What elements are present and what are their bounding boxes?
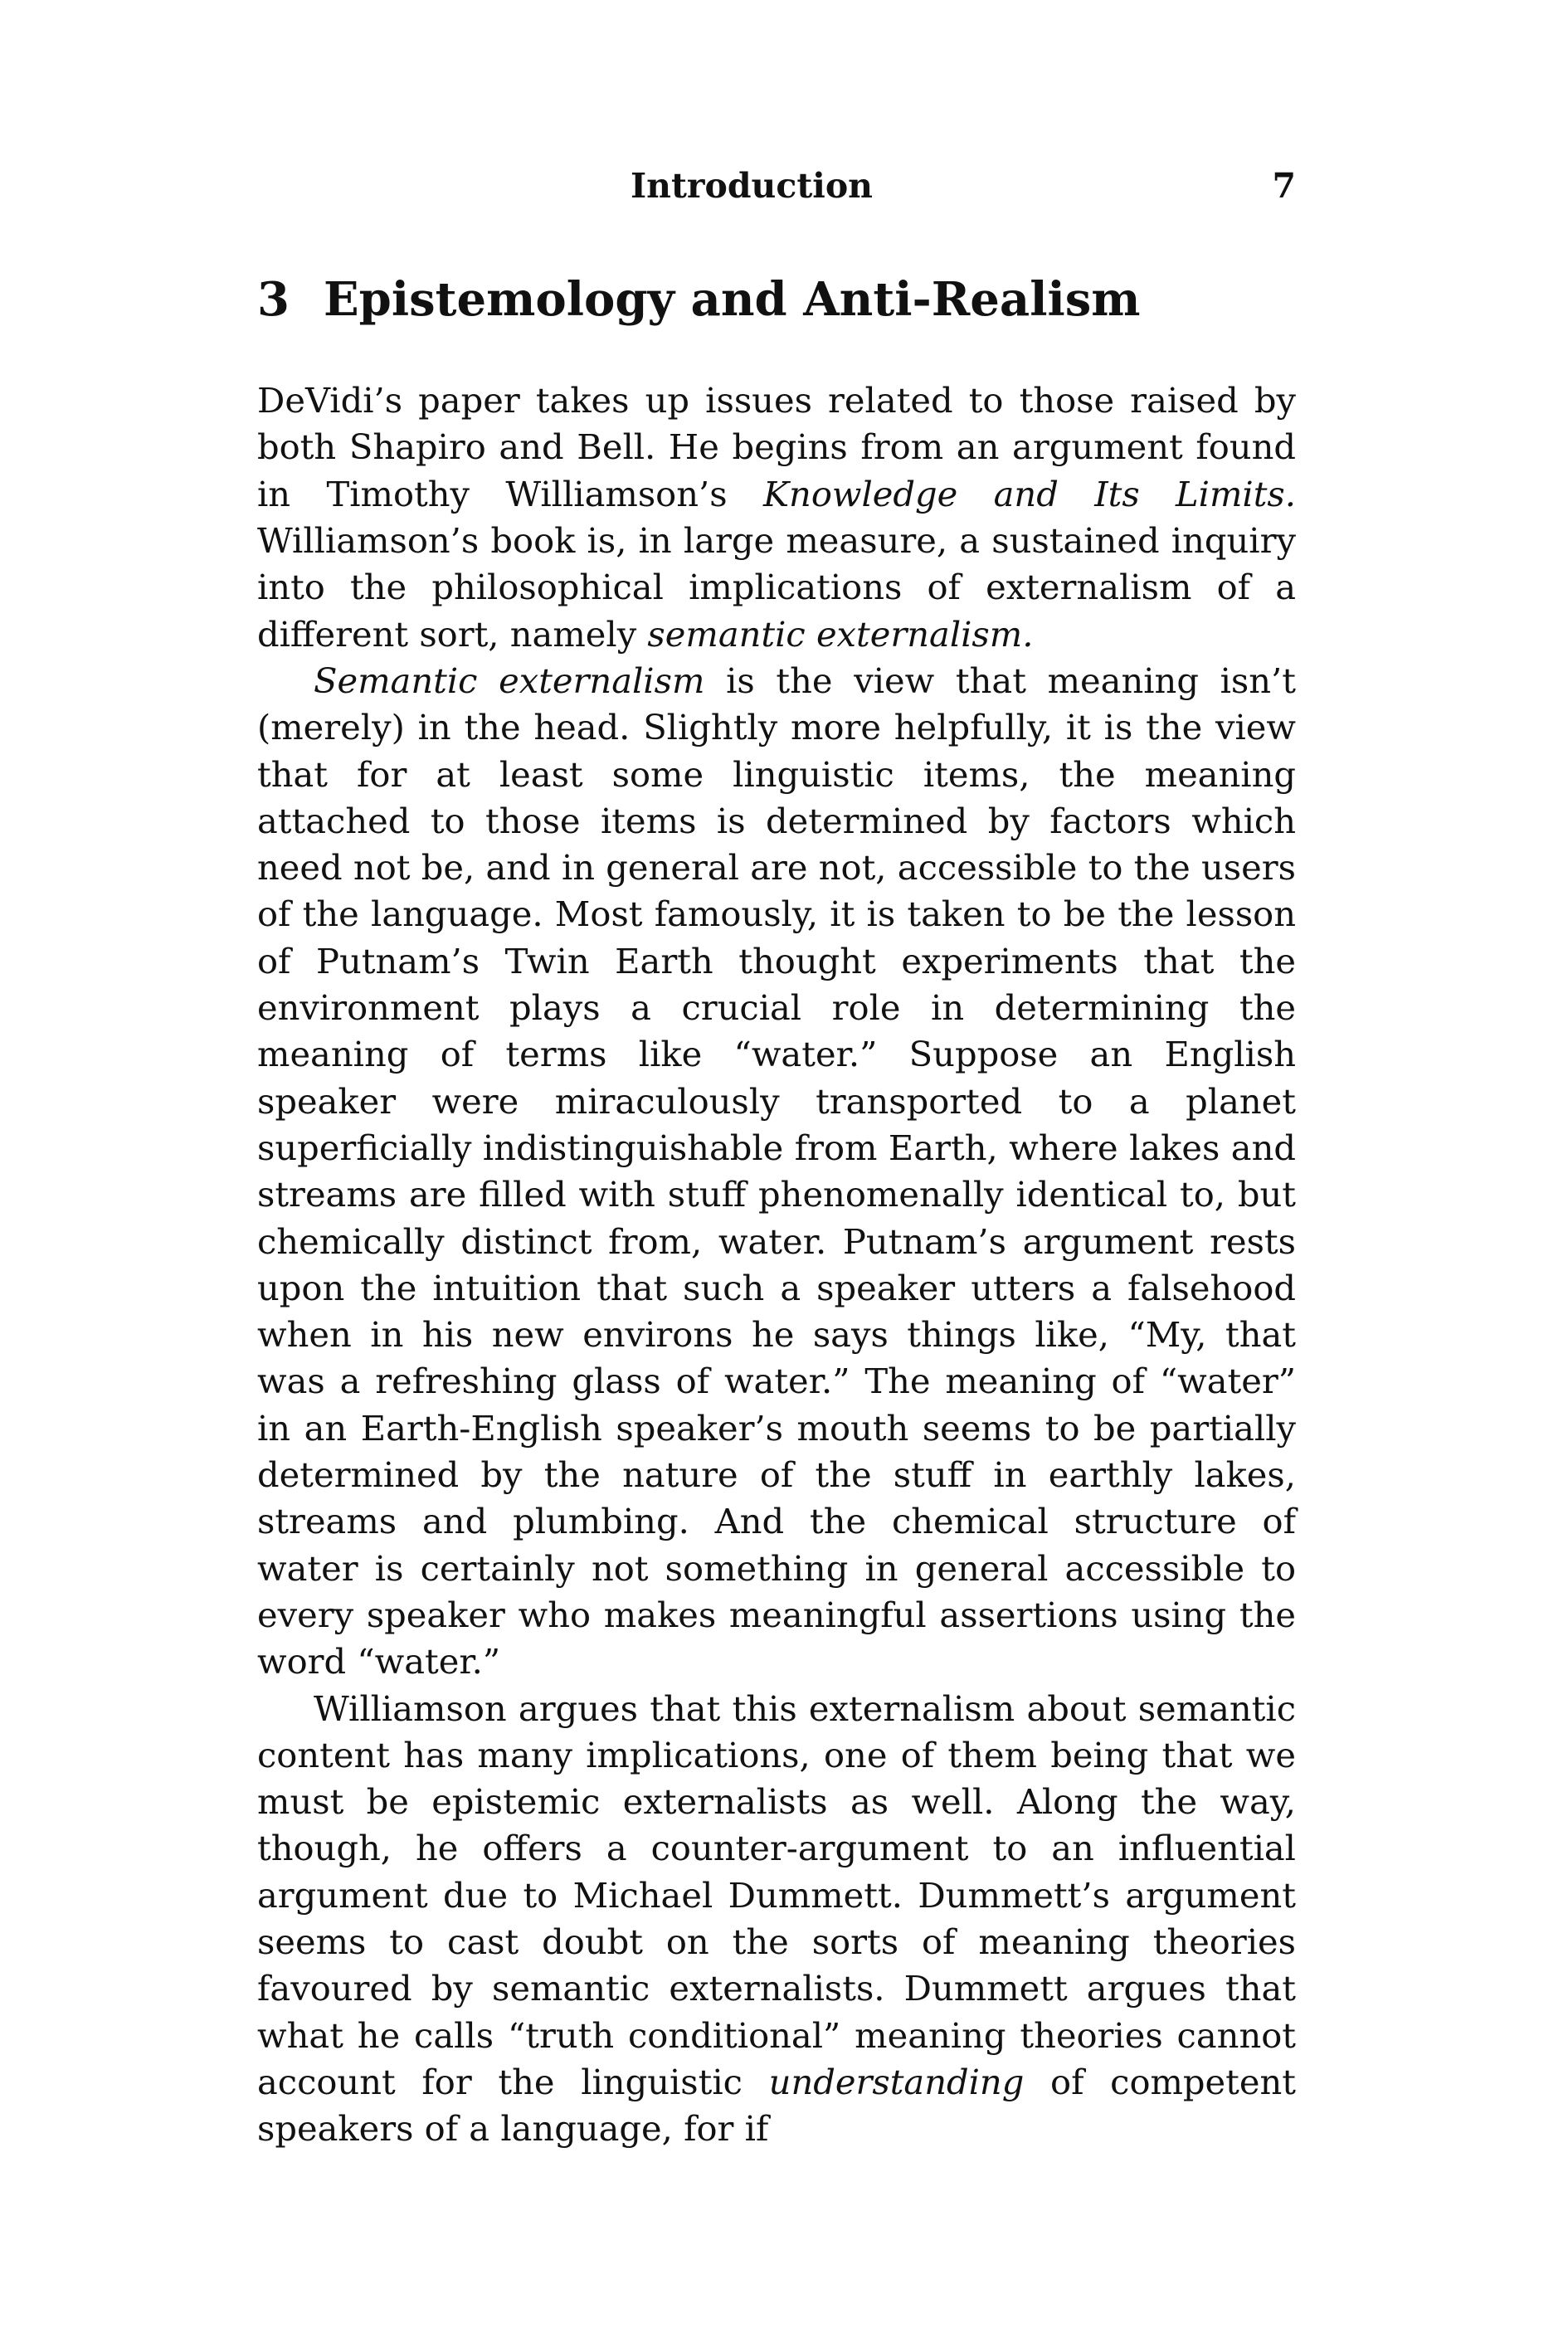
paragraph-1-text-c: Williamson’s book is, in large measure, a sustained inquiry into the philosophical implications of externalism of a different sort, namely <box>257 520 1296 655</box>
paragraph-1 <box>257 377 1296 658</box>
running-header <box>257 166 1296 216</box>
term-understanding: understanding <box>768 2061 1025 2102</box>
term-semantic-externalism-lead: Semantic externalism <box>314 660 705 701</box>
paragraph-3 <box>257 1686 1296 2153</box>
book-page <box>257 166 1296 2152</box>
section-title: Epistemology and Anti-Realism <box>324 272 1141 327</box>
section-heading <box>257 272 1296 328</box>
page-number: 7 <box>1272 166 1296 206</box>
section-number: 3 <box>257 272 290 327</box>
paragraph-2 <box>257 658 1296 1686</box>
running-title: Introduction <box>631 166 873 206</box>
paragraph-1-text-a: DeVidi’s paper takes up issues related to those raised by both Shapiro and Bell. He begins from an argument found in Timothy Williamson’s <box>257 380 1296 514</box>
term-semantic-externalism: semantic externalism. <box>647 613 1034 655</box>
paragraph-3-text-c: of competent speakers of a language, for if <box>257 2061 1297 2150</box>
paragraph-3-text-a: Williamson argues that this externalism about semantic content has many implications, one of them being that we must be epistemic externalists as well. Along the way, though, he offers a counter-argument to an influential argument due to Michael Dummett. Dummett’s argument seems to cast doubt on the sorts of meaning theories favoured by semantic externalists. Dummett argues that what he calls “truth conditional” meaning theories cannot account for the linguistic <box>257 1687 1296 2102</box>
paragraph-2-text-b: is the view that meaning isn’t (merely) in the head. Slightly more helpfully, it is the view that for at least some linguistic items, the meaning attached to those items is determined by factors which need not be, and in general are not, accessible to the users of the language. Most famously, it is taken to be the lesson of Putnam’s Twin Earth thought experiments that the environment plays a crucial role in determining the meaning of terms like “water.” Suppose an English speaker were miraculously transported to a planet superficially indistinguishable from Earth, where lakes and streams are filled with stuff phenomenally identical to, but chemically distinct from, water. Putnam’s argument rests upon the intuition that such a speaker utters a falsehood when in his new environs he says things like, “My, that was a refreshing glass of water.” The meaning of “water” in an Earth-English speaker’s mouth seems to be partially determined by the nature of the stuff in earthly lakes, streams and plumbing. And the chemical structure of water is certainly not something in general accessible to every speaker who makes meaningful assertions using the word “water.” <box>257 660 1296 1682</box>
book-title-citation: Knowledge and Its Limits. <box>762 473 1297 514</box>
